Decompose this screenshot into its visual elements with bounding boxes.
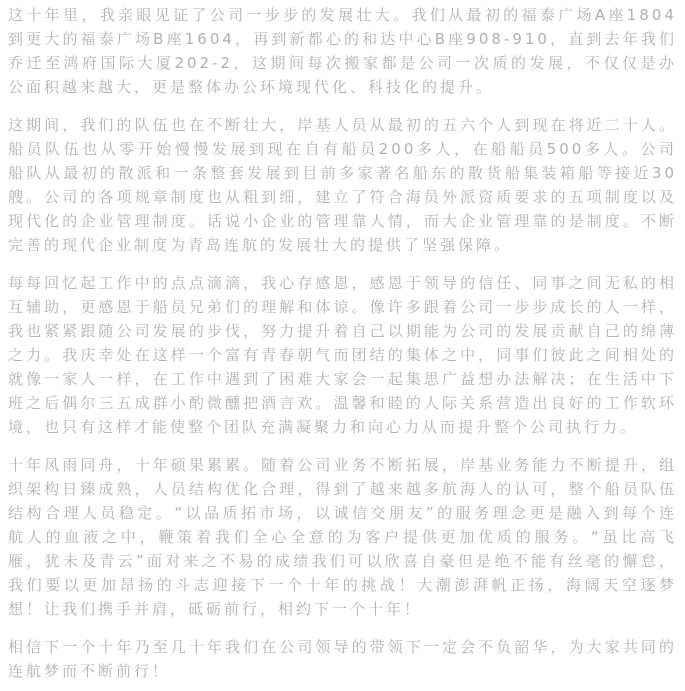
- paragraph-gratitude: 每每回忆起工作中的点点滴滴，我心存感恩，感恩于领导的信任、同事之间无私的相互辅助，更感恩于船员兄弟们的理解和体谅。像许多跟着公司一步步成长的人一样，我也紧紧跟随公司发展的步伐，努力提升着自己以期能为公司的发展贡献自己的绵薄之力。我庆幸处在这样一个富有青春朝气而团结的集体之中，同事们彼此之间相处的就像一家人一样，在工作中遇到了困难大家会一起集思广益想办法解决；在生活中下班之后偶尔三五成群小酌微醺把酒言欢。温馨和睦的人际关系营造出良好的工作软环境，也只有这样才能使整个团队充满凝聚力和向心力从而提升整个公司执行力。: [8, 274, 677, 436]
- paragraph-company-growth: 这十年里，我亲眼见证了公司一步步的发展壮大。我们从最初的福泰广场A座1804到更大的福泰广场B座1604，再到新都心的和达中心B座908-910，直到去年我们乔迁至鸿府国际大厦202-2，这期间每次搬家都是公司一次质的发展，不仅仅是办公面积越来越大，更是整体办公环境现代化、科技化的提升。: [8, 6, 677, 96]
- paragraph-decade-achievements: 十年风雨同舟，十年硕果累累。随着公司业务不断拓展，岸基业务能力不断提升，组织架构日臻成熟，人员结构优化合理，得到了越来越多航海人的认可，整个船员队伍结构合理人员稳定。“以品质拓市场，以诚信交朋友”的服务理念更是融入到每个连航人的血液之中，鞭策着我们全心全意的为客户提供更加优质的服务。“虽比高飞雁，犹未及青云”面对来之不易的成绩我们可以欣喜自豪但是绝不能有丝毫的懈怠，我们要以更加昂扬的斗志迎接下一个十年的挑战！大潮澎湃帆正扬，海阔天空逐梦想！让我们携手并肩，砥砺前行，相约下一个十年！: [8, 456, 677, 618]
- paragraph-team-growth: 这期间，我们的队伍也在不断壮大，岸基人员从最初的五六个人到现在将近二十人。船员队伍也从零开始慢慢发展到现在自有船员200多人，在船船员500多人。公司船队从最初的散派和一条整套发展到目前多家著名船东的散货船集装箱船等接近30艘。公司的各项规章制度也从粗到细，建立了符合海员外派资质要求的五项制度以及现代化的企业管理制度。话说小企业的管理靠人情，而大企业管理靠的是制度。不断完善的现代企业制度为青岛连航的发展壮大的提供了坚强保障。: [8, 116, 677, 254]
- paragraph-closing-wish: 相信下一个十年乃至几十年我们在公司领导的带领下一定会不负韶华，为大家共同的连航梦而不断前行！: [8, 638, 677, 680]
